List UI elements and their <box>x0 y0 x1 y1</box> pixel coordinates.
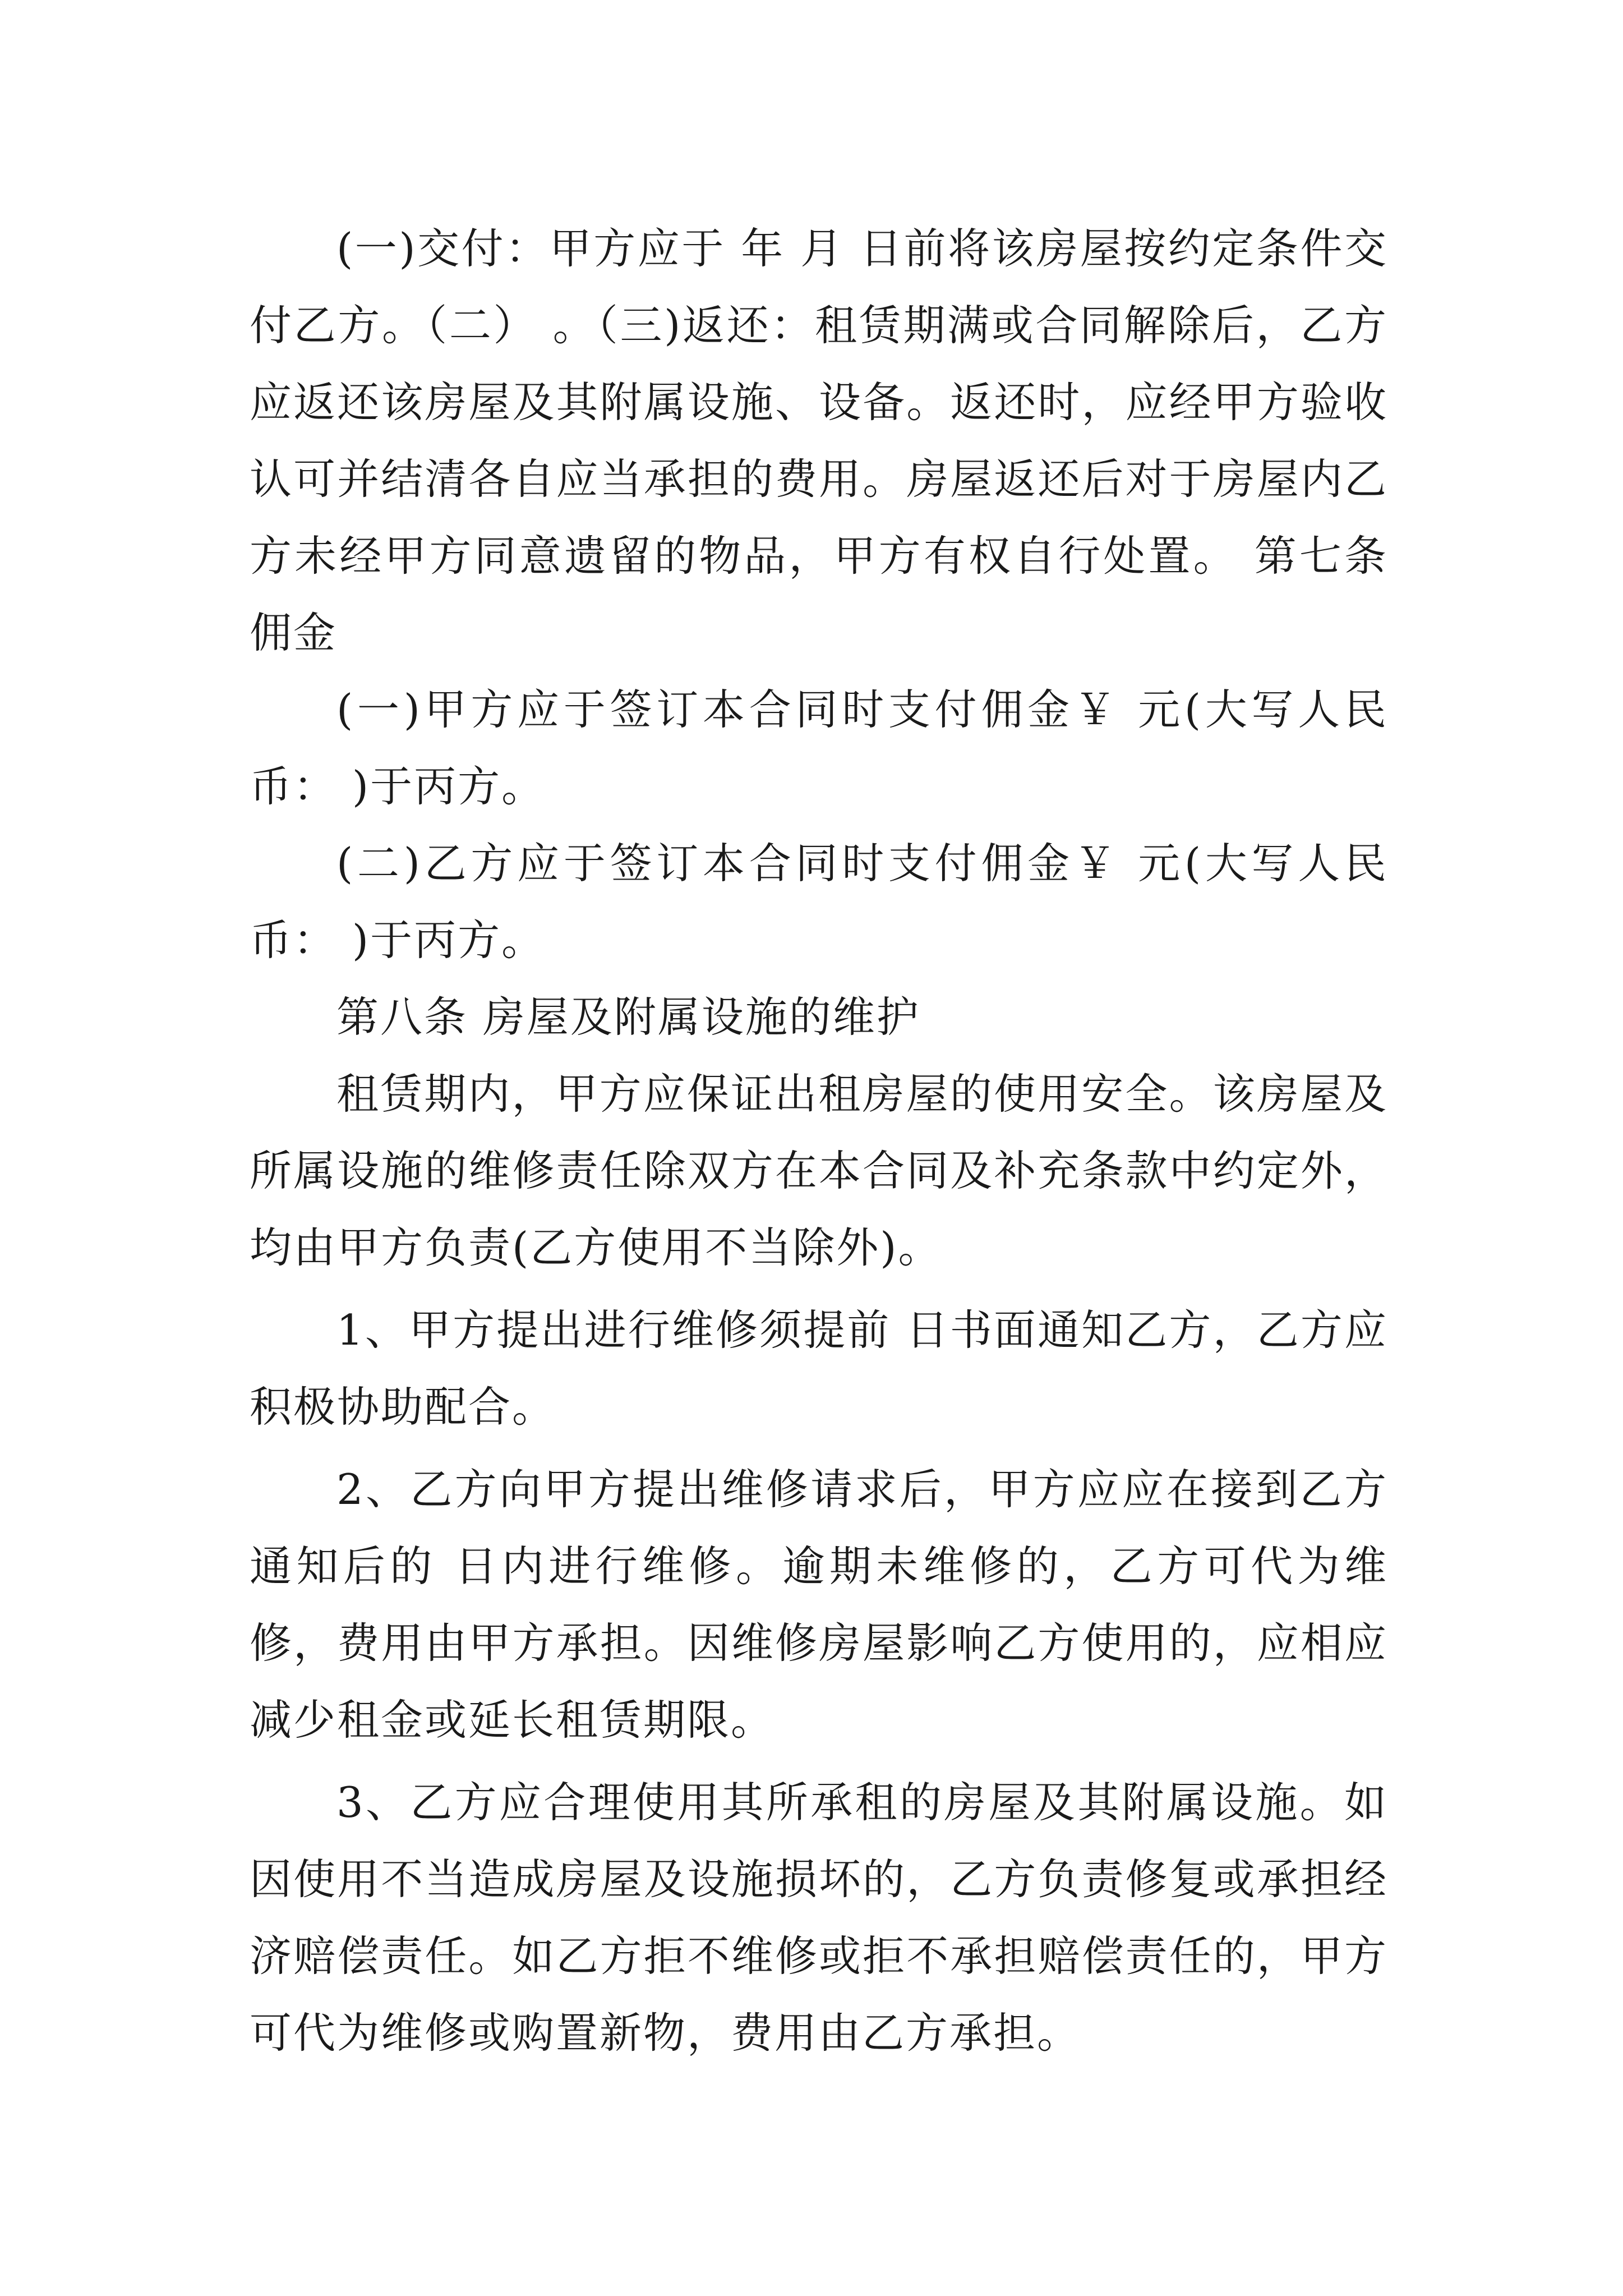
paragraph-maintenance-item-1: 1、甲方提出进行维修须提前 日书面通知乙方，乙方应积极协助配合。 <box>250 1305 1388 1432</box>
paragraph-commission-party-b: (二)乙方应于签订本合同时支付佣金￥ 元(大写人民币： )于丙方。 <box>250 839 1388 965</box>
article-eight-heading: 第八条 房屋及附属设施的维护 <box>336 992 920 1042</box>
paragraph-maintenance-item-2: 2、乙方向甲方提出维修请求后，甲方应应在接到乙方通知后的 日内进行维修。逾期未维修的，乙方可代为维修，费用由甲方承担。因维修房屋影响乙方使用的，应相应减少租金或延长租赁期限。 <box>250 1465 1388 1745</box>
paragraph-maintenance-responsibility: 租赁期内，甲方应保证出租房屋的使用安全。该房屋及所属设施的维修责任除双方在本合同及补充条款中约定外，均由甲方负责(乙方使用不当除外)。 <box>250 1069 1388 1272</box>
document-body <box>250 210 1388 2072</box>
paragraph-delivery-return: (一)交付：甲方应于 年 月 日前将该房屋按约定条件交付乙方。（二） 。（三)返还：租赁期满或合同解除后，乙方应返还该房屋及其附属设施、设备。返还时，应经甲方验收认可并结清各自应当承担的费用。房屋返还后对于房屋内乙方未经甲方同意遗留的物品，甲方有权自行处置。 第七条 佣金 <box>250 224 1388 657</box>
paragraph-maintenance-item-3: 3、乙方应合理使用其所承租的房屋及其附属设施。如因使用不当造成房屋及设施损坏的，乙方负责修复或承担经济赔偿责任。如乙方拒不维修或拒不承担赔偿责任的，甲方可代为维修或购置新物，费用由乙方承担。 <box>250 1778 1388 2058</box>
paragraph-commission-party-a: (一)甲方应于签订本合同时支付佣金￥ 元(大写人民币： )于丙方。 <box>250 685 1388 811</box>
